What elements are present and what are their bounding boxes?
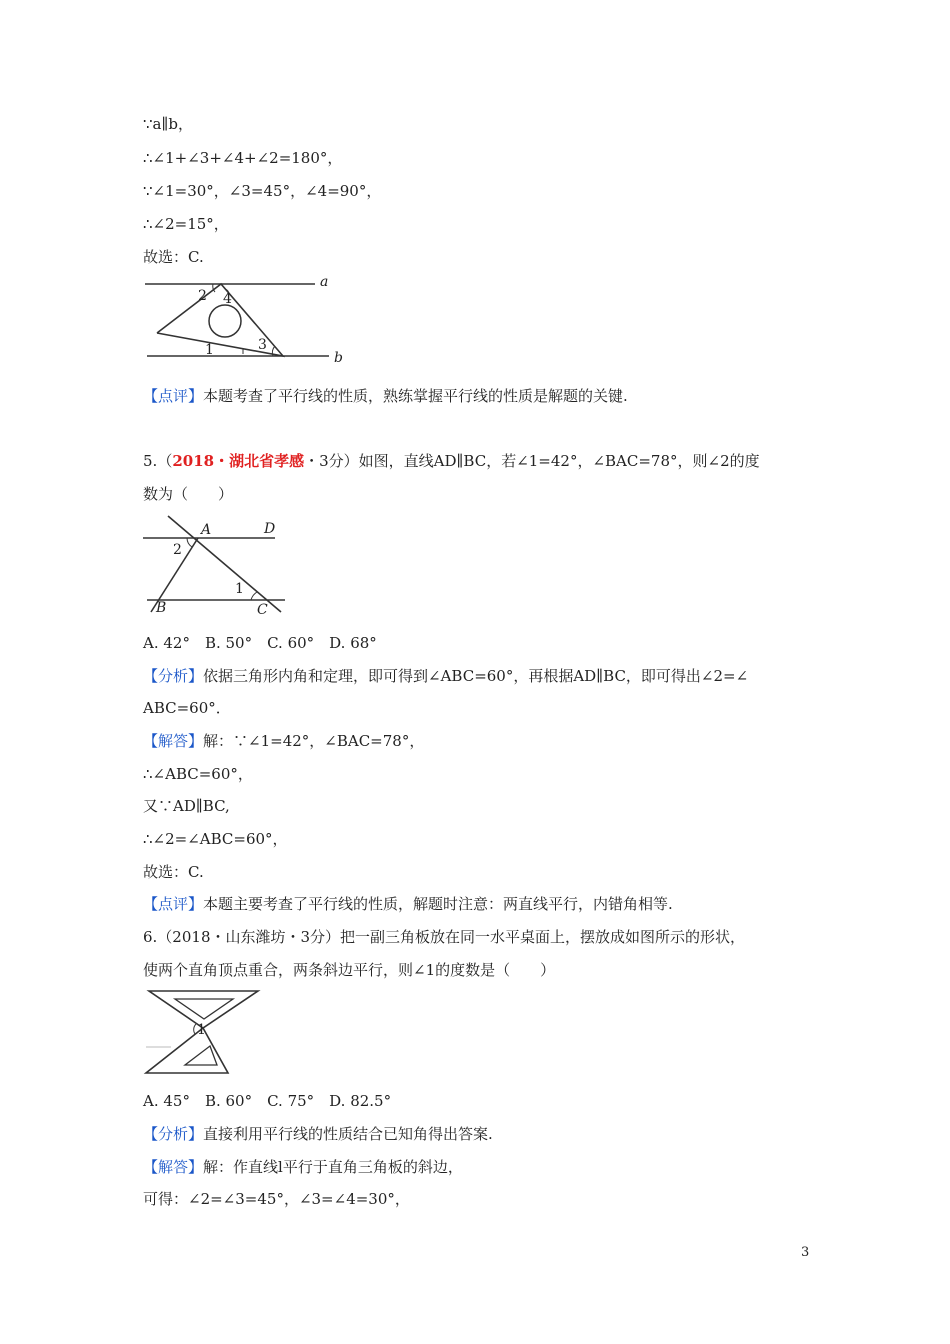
q5-options: A. 42° B. 50° C. 60° D. 68° [143,634,377,652]
solution-tag: 【解答】 [143,732,204,750]
prev-solution-line-2: ∴∠1+∠3+∠4+∠2=180°， [143,149,343,167]
line-a-label: a [320,274,329,290]
comment-text: 本题考查了平行线的性质，熟练掌握平行线的性质是解题的关键. [203,387,628,405]
prev-solution-line-3: ∵∠1=30°，∠3=45°，∠4=90°， [143,182,382,200]
q5-stem-line-1: 5.（2018・湖北省孝感・3分）如图，直线AD∥BC，若∠1=42°，∠BAC=78°，则∠2的度 [143,452,760,470]
q5-solution-line-1: 【解答】解：∵∠1=42°，∠BAC=78°， [143,732,425,750]
prev-solution-line-4: ∴∠2=15°， [143,215,229,233]
analysis-tag: 【分析】 [143,1125,204,1143]
q6-angle-1-label: 1 [197,1022,206,1038]
solution-tag: 【解答】 [143,1158,204,1176]
point-C-label: C [257,602,268,618]
q5-solution-line-4: ∴∠2=∠ABC=60°， [143,830,288,848]
q5-analysis-line-1: 【分析】依据三角形内角和定理，即可得到∠ABC=60°，再根据AD∥BC，即可得出∠2=∠ [143,667,749,685]
page-number: 3 [801,1245,810,1260]
q6-analysis: 【分析】直接利用平行线的性质结合已知角得出答案. [143,1125,493,1143]
angle-2-label: 2 [198,288,207,304]
q6-set-squares-figure [143,986,261,1078]
point-A-label: A [201,522,212,538]
angle-4-label: 4 [223,291,232,307]
line-b-label: b [334,350,343,366]
q5-stem-line-2: 数为（ ） [143,485,234,503]
q5-angle-1-label: 1 [235,581,244,597]
q5-solution-line-2: ∴∠ABC=60°， [143,765,253,783]
comment-tag: 【点评】 [143,387,204,405]
q6-stem-line-1: 6.（2018・山东潍坊・3分）把一副三角板放在同一水平桌面上，摆放成如图所示的形状， [143,928,746,946]
q5-comment: 【点评】本题主要考查了平行线的性质，解题时注意：两直线平行，内错角相等. [143,895,673,913]
q6-solution-line-1: 【解答】解：作直线l平行于直角三角板的斜边， [143,1158,463,1176]
angle-1-label: 1 [205,342,214,358]
q5-solution-line-5: 故选：C. [143,863,204,881]
q6-stem-line-2: 使两个直角顶点重合，两条斜边平行，则∠1的度数是（ ） [143,961,556,979]
q5-figure [143,512,293,618]
q5-analysis-line-2: ABC=60°． [143,699,231,717]
q5-angle-2-label: 2 [173,542,182,558]
q6-options: A. 45° B. 60° C. 75° D. 82.5° [143,1092,392,1110]
prev-comment [143,386,628,406]
q5-source-highlight: 2018・湖北省孝感 [172,452,305,470]
prev-solution-line-5: 故选：C. [143,248,204,266]
comment-tag: 【点评】 [143,895,204,913]
prev-solution-line-1: ∵a∥b， [143,115,194,133]
q5-solution-line-3: 又∵AD∥BC, [143,797,230,815]
angle-3-label: 3 [258,337,267,353]
point-D-label: D [264,521,276,537]
q6-solution-line-2: 可得：∠2=∠3=45°，∠3=∠4=30°， [143,1190,410,1208]
point-B-label: B [156,600,167,616]
analysis-tag: 【分析】 [143,667,204,685]
parallel-lines-triangle-figure [143,272,353,368]
